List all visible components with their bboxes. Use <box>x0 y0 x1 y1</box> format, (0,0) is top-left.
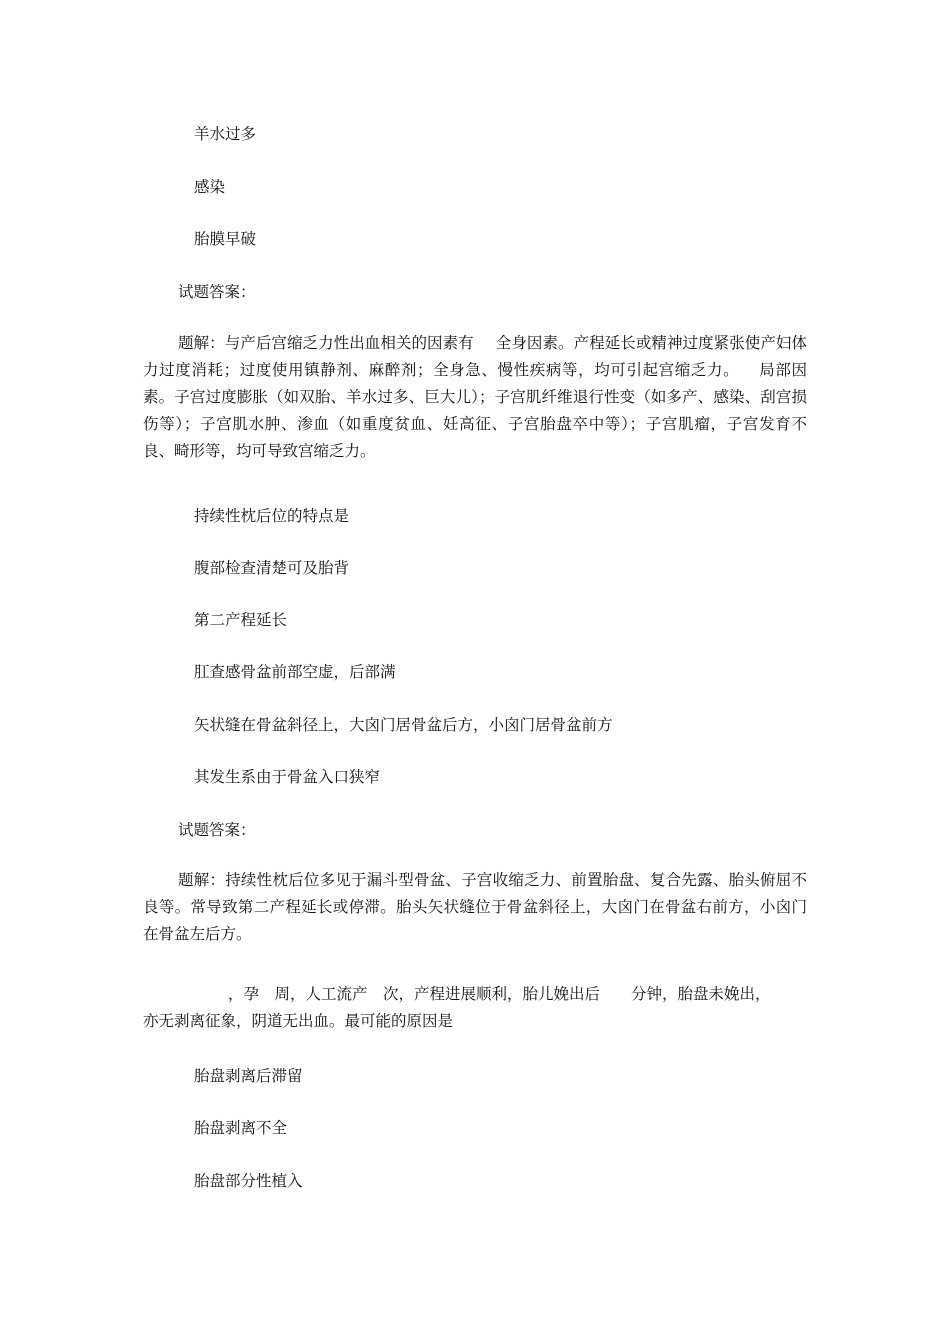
option-a: 腹部检查清楚可及胎背 <box>194 559 350 577</box>
answer-label-2: 试题答案： <box>178 821 256 839</box>
explanation-1 <box>143 330 807 465</box>
option-b: 第二产程延长 <box>194 611 288 629</box>
answer-label-1: 试题答案： <box>178 283 256 301</box>
question-3-line2: 亦无剥离征象，阴道无出血。最可能的原因是 <box>143 1012 454 1030</box>
option-polyhydramnios: 羊水过多 <box>194 125 257 143</box>
option-placenta-accreta: 胎盘部分性植入 <box>194 1172 303 1190</box>
option-e: 其发生系由于骨盆入口狭窄 <box>194 768 381 786</box>
option-d: 矢状缝在骨盆斜径上，大囟门居骨盆后方，小囟门居骨盆前方 <box>194 716 613 734</box>
option-placenta-incomplete: 胎盘剥离不全 <box>194 1119 288 1137</box>
option-placenta-retained: 胎盘剥离后滞留 <box>194 1067 303 1085</box>
option-infection: 感染 <box>194 178 226 196</box>
explanation-1-part2: 局部因素。子宫过度膨胀（如双胎、羊水过多、巨大儿）；子宫肌纤维退行性变（如多产、感染、刮宫损伤等）；子宫肌水肿、渗血（如重度贫血、妊高征、子宫胎盘卒中等）；子宫肌瘤，子宫发育不良、畸形等，均可导致宫缩乏力。 <box>143 361 807 460</box>
question-3-line1: ，孕 周，人工流产 次，产程进展顺利，胎儿娩出后 分钟，胎盘未娩出， <box>228 985 771 1003</box>
explanation-2-text: 题解：持续性枕后位多见于漏斗型骨盆、子宫收缩乏力、前置胎盘、复合先露、胎头俯屈不良等。常导致第二产程延长或停滞。胎头矢状缝位于骨盆斜径上，大囟门在骨盆右前方，小囟门在骨盆左后方。 <box>143 871 807 943</box>
option-premature-rupture: 胎膜早破 <box>194 230 257 248</box>
question-persistent-occiput-posterior: 持续性枕后位的特点是 <box>194 507 350 525</box>
explanation-1-prefix: 题解：与产后宫缩乏力性出血相关的因素有 <box>178 334 474 352</box>
option-c: 肛查感骨盆前部空虚，后部满 <box>194 663 396 681</box>
explanation-2 <box>143 867 807 948</box>
explanation-1-part1: 全身因素。产程延长或精神过度紧张使产妇体力过度消耗；过度使用镇静剂、麻醉剂；全身急、慢性疾病等，均可引起宫缩乏力。 <box>143 334 807 379</box>
